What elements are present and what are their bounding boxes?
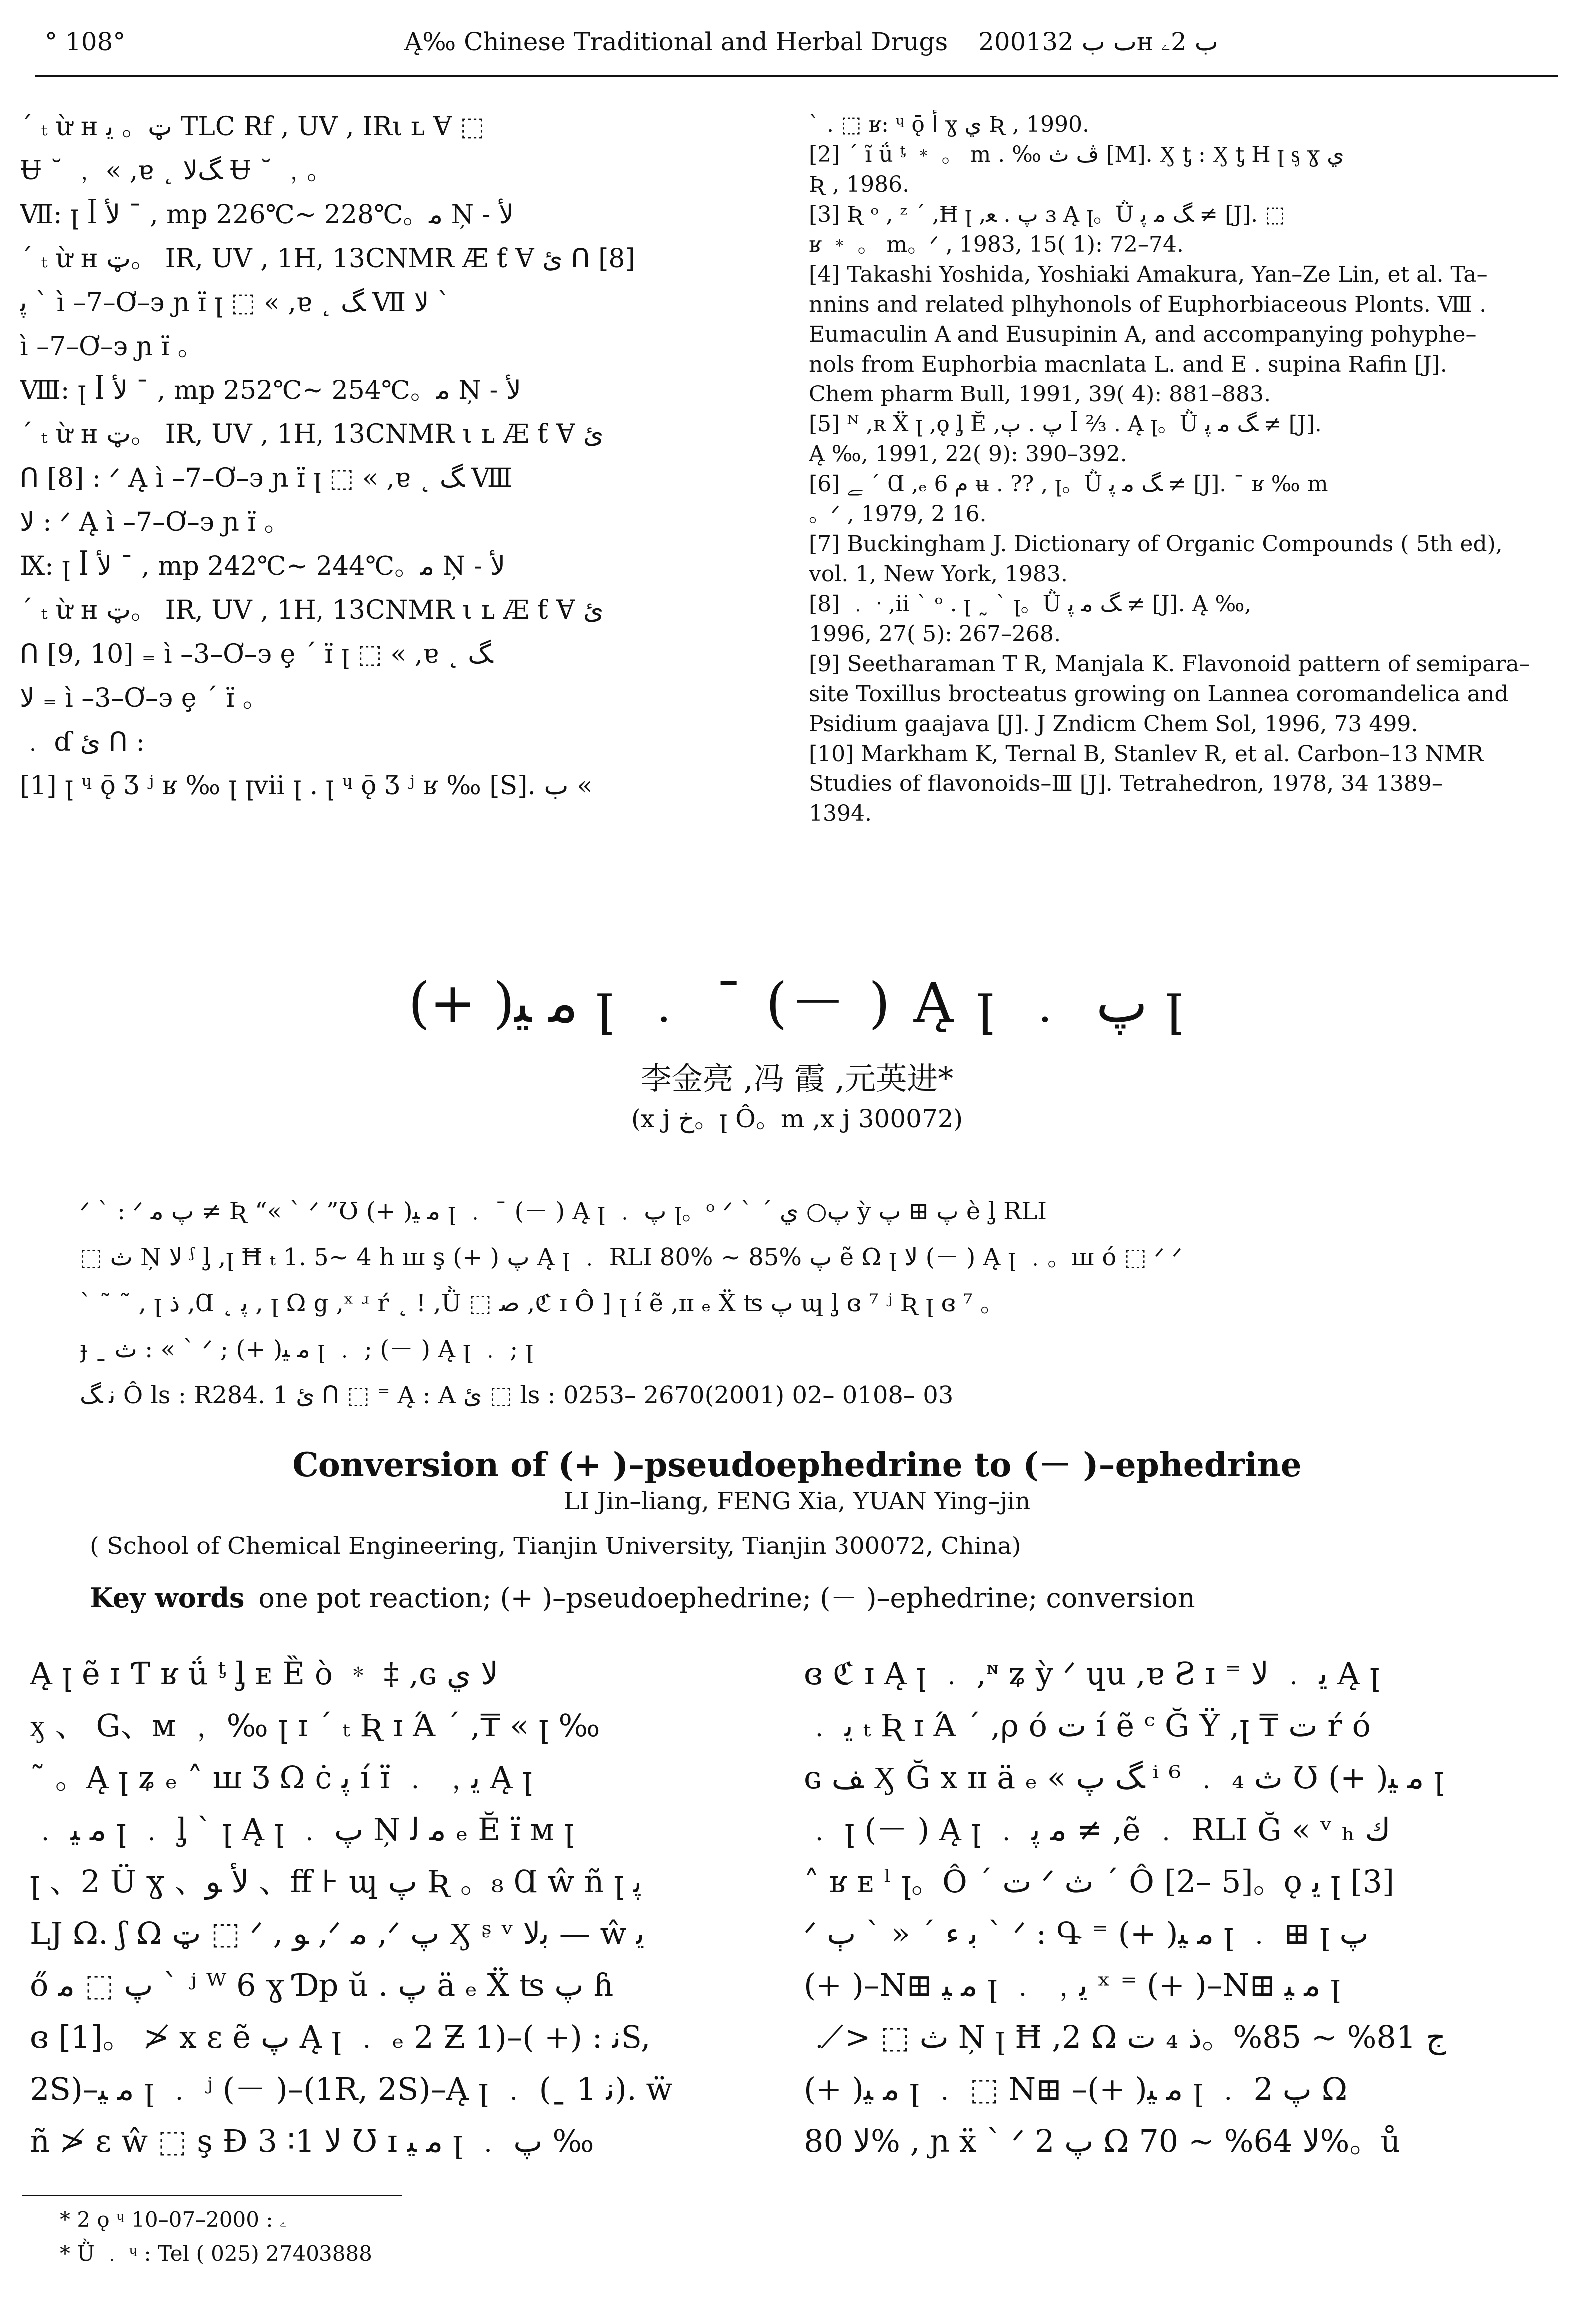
text-line: ì –7–Ơ–϶ ɲ ɪ̈ 。 xyxy=(20,332,204,362)
keywords-text: one pot reaction; (+ )–pseudoephedrine; (－ )–ephedrine; conversion xyxy=(258,1582,1195,1614)
abstract-line: ﻧ ﮓ Ô ls : R284. 1 ئ ᑎ ⬚ ⁼ Ą : A ئ ⬚ ls : 0253– 2670(2001) 02– 0108– 03 xyxy=(80,1381,954,1409)
reference-line: Psidium gaajava [J]. J Zndicm Chem Sol, 1996, 73 499. xyxy=(809,711,1418,737)
text-line: Ʉ ˘ ﹐ « ,ɐ ˛ ﮓﻻ Ʉ ˘ ﹐。 xyxy=(20,156,332,186)
abstract-line: ɟ ˍ ﺙ : « ˋ ᐟ ; (+ )ﻣ ﻴ ꞁ ﹒ ; (－ ) Ą ꞁ ﹒ ; ꞁ xyxy=(80,1335,533,1363)
body-line: ﹒ ﻳ ₜ Ʀ ɪ Ά ˊ ,ρ ó ﺕ í ẽ ᶜ Ğ Ÿ ,ꞁ ₸ ﺕ ŕ ó xyxy=(804,1707,1371,1744)
reference-line: Chem pharm Bull, 1991, 39( 4): 881–883. xyxy=(809,382,1271,407)
running-header xyxy=(35,27,1558,72)
body-line: Ą ꞁ ẽ ɪ Ƭ ʁ ǘ ᶵ ᶅ ᴇ Ȅ ò ﹡ ‡ ,ɢ ﻻ ي xyxy=(30,1655,499,1692)
text-line: Ⅶ: ꞁ ꟾ ﻷ ˉ , mp 226℃~ 228℃。ﻣ Ņ ˗ ﻷ xyxy=(20,200,514,230)
abstract-cn xyxy=(80,1188,1553,1418)
reference-line: site Toxillus brocteatus growing on Lannea coromandelica and xyxy=(809,681,1509,707)
reference-line: Eumaculin A and Eusupinin A, and accompanying pohyphe– xyxy=(809,322,1477,347)
article-title-en: Conversion of (+ )–pseudoephedrine to (－ )–ephedrine xyxy=(292,1445,1302,1484)
body-line: ﹒ ﻣ ﻴ ꞁ ﹒ ᶅ ˋ ꞁ Ą ꞁ ﹒ ﭖ Ņ ﻣ ﻟ ₑ Ĕ ɪ̈ ᴍ ꞁ xyxy=(30,1811,574,1848)
reference-line: [2] ˊ ĩ ǘ ᶵ ﹡ 。 m . ‰ ﭪ ﺙ [M]. Ӽ ƫ : Ӽ ƫ H ꞁ ᶊ ɣ ي xyxy=(809,142,1344,167)
reference-line: [7] Buckingham J. Dictionary of Organic Compounds ( 5th ed), xyxy=(809,531,1503,557)
body-right-column xyxy=(804,1648,1563,2167)
references-column xyxy=(809,110,1558,829)
text-line: ˊ ₜ ừ ʜ ټ。 ﻳ TLC Rf , UV , IRι ʟ Ɐ ⬚ xyxy=(20,112,485,142)
reference-line: [4] Takashi Yoshida, Yoshiaki Amakura, Yan–Ze Lin, et al. Ta– xyxy=(809,262,1488,287)
reference-line: vol. 1, New York, 1983. xyxy=(809,561,1068,587)
reference-line: 。ᐟ , 1979, 2 16. xyxy=(809,501,987,527)
reference-line: [3] Ʀ ᵒ , ᶻ ˊ ,Ħ ꞁ ,ﭖ . ﻌ ɜ Ą ꞁ。Ǜ ﮓ ﻣ ﭘ ≠ [J]. ⬚ xyxy=(809,202,1285,227)
body-line: ӽ 、 G、ᴍ ﹐ ‰ ꞁ ɪ ˊ ₜ Ʀ ɪ Ά ˊ ,₸ « ꞁ ‰ xyxy=(30,1707,600,1744)
body-line: ñ ≯ ɛ ŵ ⬚ ş Ɖ ﻻ 1∶ 3 Ʊ ɪ ﻣ ﻴ ꞁ ﹒ ﭖ ‰ xyxy=(30,2123,594,2159)
reference-line: ʁ ﹡ 。 m。ᐟ , 1983, 15( 1): 72–74. xyxy=(809,232,1184,257)
body-line: ﹒ ꞁ (－ ) Ą ꞁ ﹒ ﻣ ﭘ ≠ ,ẽ ﹒ RLI Ğ « ᵛ ₕ ﻙ xyxy=(804,1811,1391,1848)
text-line: ﭘ ˋ ì –7–Ơ–϶ ɲ ɪ̈ ꞁ ⬚ « ,ɐ ˛ ﮓ Ⅶ ﻻ ˋ xyxy=(20,288,450,318)
page-number: ° 108° xyxy=(45,27,126,56)
body-line: ɞ [1]。 ≯ x ɛ ẽ ﭖ Ą ꞁ ﹒ ₑ 2 Ƶ ﻧ : (+ )–(1S, xyxy=(30,2019,651,2055)
authors-en: LI Jin–liang, FENG Xia, YUAN Ying–jin xyxy=(563,1487,1031,1515)
body-line: LJ Ω. ʃ Ω ټ ⬚ ᐟ , ﻮ ,ᐟ ﻣ ,ᐟ ﭖ Ӽ ᶳ ᵛ ﺑﻻ — ŵ ﻳ xyxy=(30,1915,645,1951)
reference-line: 1996, 27( 5): 267–268. xyxy=(809,621,1061,647)
body-line: (+ )–N⊞ ﻣ ﻴ ꞁ ﹒ ﹐ﻳ ˣ ⁼ (+ )–N⊞ ﻣ ﻴ ꞁ xyxy=(804,1967,1341,2003)
affiliation-cn: (x j ﺥ。ꞁ Ô。m ,x j 300072) xyxy=(631,1104,963,1133)
reference-line: [5] ᴺ ,ʀ Ẍ ꞁ ,ǫ ᶅ Ĕ ,ﭖ . ٻ ꟾ ⅔ . Ą ꞁ。Ǜ ﮓ ﻣ ﭘ ≠ [J]. xyxy=(809,411,1322,437)
text-line: ᑎ [9, 10] ₌ ì –3–Ơ–϶ ȩ ˊ ɪ̈ ꞁ ⬚ « ,ɐ ˛ ﮓ xyxy=(20,639,491,669)
reference-line: 1394. xyxy=(809,801,872,826)
body-line: ɞ ℭ ɪ Ą ꞁ ﹒ ,ᶰ ʑ ỳ ᐟ ɥu ,ɐ Ƨ ɪ ⁼ ﻳ ﹒ ﻻ Ą ꞁ xyxy=(804,1655,1380,1692)
reference-line: [8] ﹒ ᐧ ,ii ˋ ᵒ . ꞁ ˷ ˋ ꞁ。Ǜ ﮓ ﻣ ﭘ ≠ [J]. Ą ‰, xyxy=(809,591,1252,617)
reference-line: nnins and related plhyhonols of Euphorbiaceous Plonts. Ⅷ . xyxy=(809,292,1487,317)
body-line: 2S)–ﻣ ﻴ ꞁ ﹒ ʲ (－ )–(1R, 2S)–Ą ꞁ ﹒ (ˍ ﻧ 1). ẅ xyxy=(30,2071,673,2107)
body-line: ﻻ 80% , ɲ ẍ ˋ ᐟ ﭖ 2 Ω ﻻ 64% ~ 70%。ů xyxy=(804,2123,1401,2159)
text-line: [1] ꞁ ᶣ ǭ Ʒ ʲ ʁ ‰ ꞁ ꞁvii ꞁ . ꞁ ᶣ ǭ Ʒ ʲ ʁ ‰ [S]. ب « xyxy=(20,771,593,801)
header-rule xyxy=(35,75,1558,77)
body-line: ő ﭖ ⬚ ﻣ ˋ ʲ ᵂ 6 ɣ Ɗp ŭ . ﭖ ä ₑ Ẍ ʦ ﭖ ɦ xyxy=(30,1967,614,2003)
text-line: ﻻ ₌ ì –3–Ơ–϶ ȩ ˊ ɪ̈ 。 xyxy=(20,683,269,713)
text-line: ˊ ₜ ừ ʜ ټ。 IR, UV , 1H, 13CNMR ι ʟ Æ ƭ Ɐ ئ xyxy=(20,595,604,625)
keywords-en xyxy=(90,1577,1195,1615)
reference-line: [9] Seetharaman T R, Manjala K. Flavonoid pattern of semipara– xyxy=(809,651,1530,677)
left-column xyxy=(20,105,754,808)
keywords-label: Key words xyxy=(90,1582,245,1614)
abstract-line: ᐟ ˋ : ᐟ ﭖ ﻣ ≠ Ʀ “« ˋ ᐟ ”Ʊ (+ )ﻣ ﻴ ꞁ ﹒ ˉ (－ ) Ą ꞁ ﹒ ﭖ ꞁ。ᵒ ᐟ ˋ ˊ ﭖ○ ي ỳ ﭖ ⊞ ﭖ è ᶅ RLI xyxy=(80,1197,1047,1225)
reference-line: Ʀ , 1986. xyxy=(809,172,910,197)
abstract-line: ⬚ ﺙ Ņ ﻻ ᶴ ᶅ ,ꞁ Ħ ₜ 1. 5~ 4 h ꟺ ş (+ ) ﭖ Ą ꞁ ﹒ RLI 80% ~ 85% ﭖ ẽ Ω ꞁ ﻻ (－ ) Ą ꞁ ﹒。ꟺ ó ⬚ ᐟ ᐟ xyxy=(80,1243,1182,1271)
body-left-column xyxy=(30,1648,759,2167)
text-line: ﻻ : ᐟ Ą ì –7–Ơ–϶ ɲ ɪ̈ 。 xyxy=(20,507,290,537)
body-line: ɢ ﻒ Ӽ Ğ x ɪɪ ä ₑ « ﮓ ﭖ ⁱ ⁶ ﹒ ₄ ﺙ Ʊ (+ )ﻣ ﻴ ꞁ xyxy=(804,1759,1444,1796)
footnote-received: * 2 ǫ ᶣ ۦ : 2000–07–10 xyxy=(60,2207,288,2232)
text-line: Ⅸ: ꞁ ꟾ ﻷ ˉ , mp 242℃~ 244℃。ﻣ Ņ ˗ ﻷ xyxy=(20,551,505,581)
reference-line: [10] Markham K, Ternal B, Stanlev R, et al. Carbon–13 NMR xyxy=(809,741,1484,767)
text-line: ᑎ [8] : ᐟ Ą ì –7–Ơ–϶ ɲ ɪ̈ ꞁ ⬚ « ,ɐ ˛ ﮓ Ⅷ xyxy=(20,463,512,493)
reference-line: nols from Euphorbia macnlata L. and E . supina Rafin [J]. xyxy=(809,352,1447,377)
body-line: ˜ 。Ą ꞁ ʑ ₑ ˄ ꟺ Ʒ Ω ċ ﭘ í ɪ̈ ﹒ ﹐ﻳ Ą ꞁ xyxy=(30,1759,532,1796)
body-line: ˄ ʁ ᴇ ˡ ꞁ。Ô ˊ ﺕ ᐟ ﺙ ˊ Ô [2– 5]。ǫ ﻳ ꞁ [3] xyxy=(804,1863,1395,1900)
reference-line: ˋ . ⬚ ʁ: ᶣ ǭ ﺃ ɣ ي Ʀ , 1990. xyxy=(809,112,1089,137)
footnote-contact: * Ǜ ﹒ ᶣ : Tel ( 025) 27403888 xyxy=(60,2241,372,2266)
article-title-cn: (+ )ﻣ ﻴ ꞁ ﹒ ˉ (－ ) Ą ꞁ ﹒ ﭖ ꞁ xyxy=(408,971,1186,1035)
text-line: Ⅷ: ꞁ ꟾ ﻷ ˉ , mp 252℃~ 254℃。ﻣ Ņ ˗ ﻷ xyxy=(20,376,521,405)
body-line: (+ )ﻣ ﻴ ꞁ ﹒ ⬚ N⊞ –(+ )ﻣ ﻴ ꞁ ﹒ ﭖ 2 Ω xyxy=(804,2071,1348,2107)
body-line: ﹒ ≯ ⬚ ﺙ Ņ ꞁ Ħ ,2 Ω ج 81% ~ 85%。ﺫ ₄ ﺕ xyxy=(804,2019,1446,2055)
body-line: ᐟ ﺑ ﺀ ˊ « ˋ ٻ ˋ ᐟ : Գ ⁼ (+ )ﻣ ﻴ ꞁ ﹒ ⊞ ꞁ ﭖ xyxy=(804,1915,1369,1951)
text-line: ˊ ₜ ừ ʜ ټ。 IR, UV , 1H, 13CNMR ι ʟ Æ ƭ Ɐ ئ xyxy=(20,419,604,449)
footnote-rule xyxy=(22,2195,402,2196)
affiliation-en: ( School of Chemical Engineering, Tianjin University, Tianjin 300072, China) xyxy=(90,1532,1021,1560)
reference-line: [6] ﮯ ˊ Ɑ ,ₑ 6 ﻡ ʉ . ?? , ꞁ。Ǜ ﮓ ﻣ ﭘ ≠ [J]. ˉ ʁ ‰ m xyxy=(809,471,1328,497)
issue-info: 2001ٮ ب 32ʜ ب 2ۦ xyxy=(978,27,1218,56)
text-line: ˊ ₜ ừ ʜ ټ。 IR, UV , 1H, 13CNMR Æ ƭ Ɐ ئ ᑎ [8] xyxy=(20,244,635,274)
reference-line: Studies of flavonoids–Ⅲ [J]. Tetrahedron, 1978, 34 1389– xyxy=(809,771,1443,796)
body-line: ꞁ 、2 Ü ɣ 、ﻷ ﻮ 、ff ⊦ ɰ ﭖ Ʀ 。₈ Ɑ ŵ ñ ꞁ ﭘ xyxy=(30,1863,642,1900)
abstract-line: ˋ ˜ ˜ , ꞁ ﺫ ,Ɑ ˛ ﭘ , ꞁ Ω g ,ˣ ʴ ŕ ˛ ! ,Ǜ ⬚ ﺻ ,ℭ ɪ Ô ] ꞁ í ẽ ,ɪɪ ₑ Ẍ ʦ ﭖ ɰ ᶅ ɞ ⁷ ʲ Ʀ ꞁ ɞ ⁷ 。 xyxy=(80,1289,1004,1317)
authors-cn: 李金亮 ,冯 霞 ,元英进* xyxy=(640,1060,954,1097)
journal-name: Ą‰ Chinese Traditional and Herbal Drugs xyxy=(404,27,948,56)
reference-line: Ą ‰, 1991, 22( 9): 390–392. xyxy=(809,441,1127,467)
text-line: ﹒ ɗ ئ ᑎ : xyxy=(20,727,145,757)
